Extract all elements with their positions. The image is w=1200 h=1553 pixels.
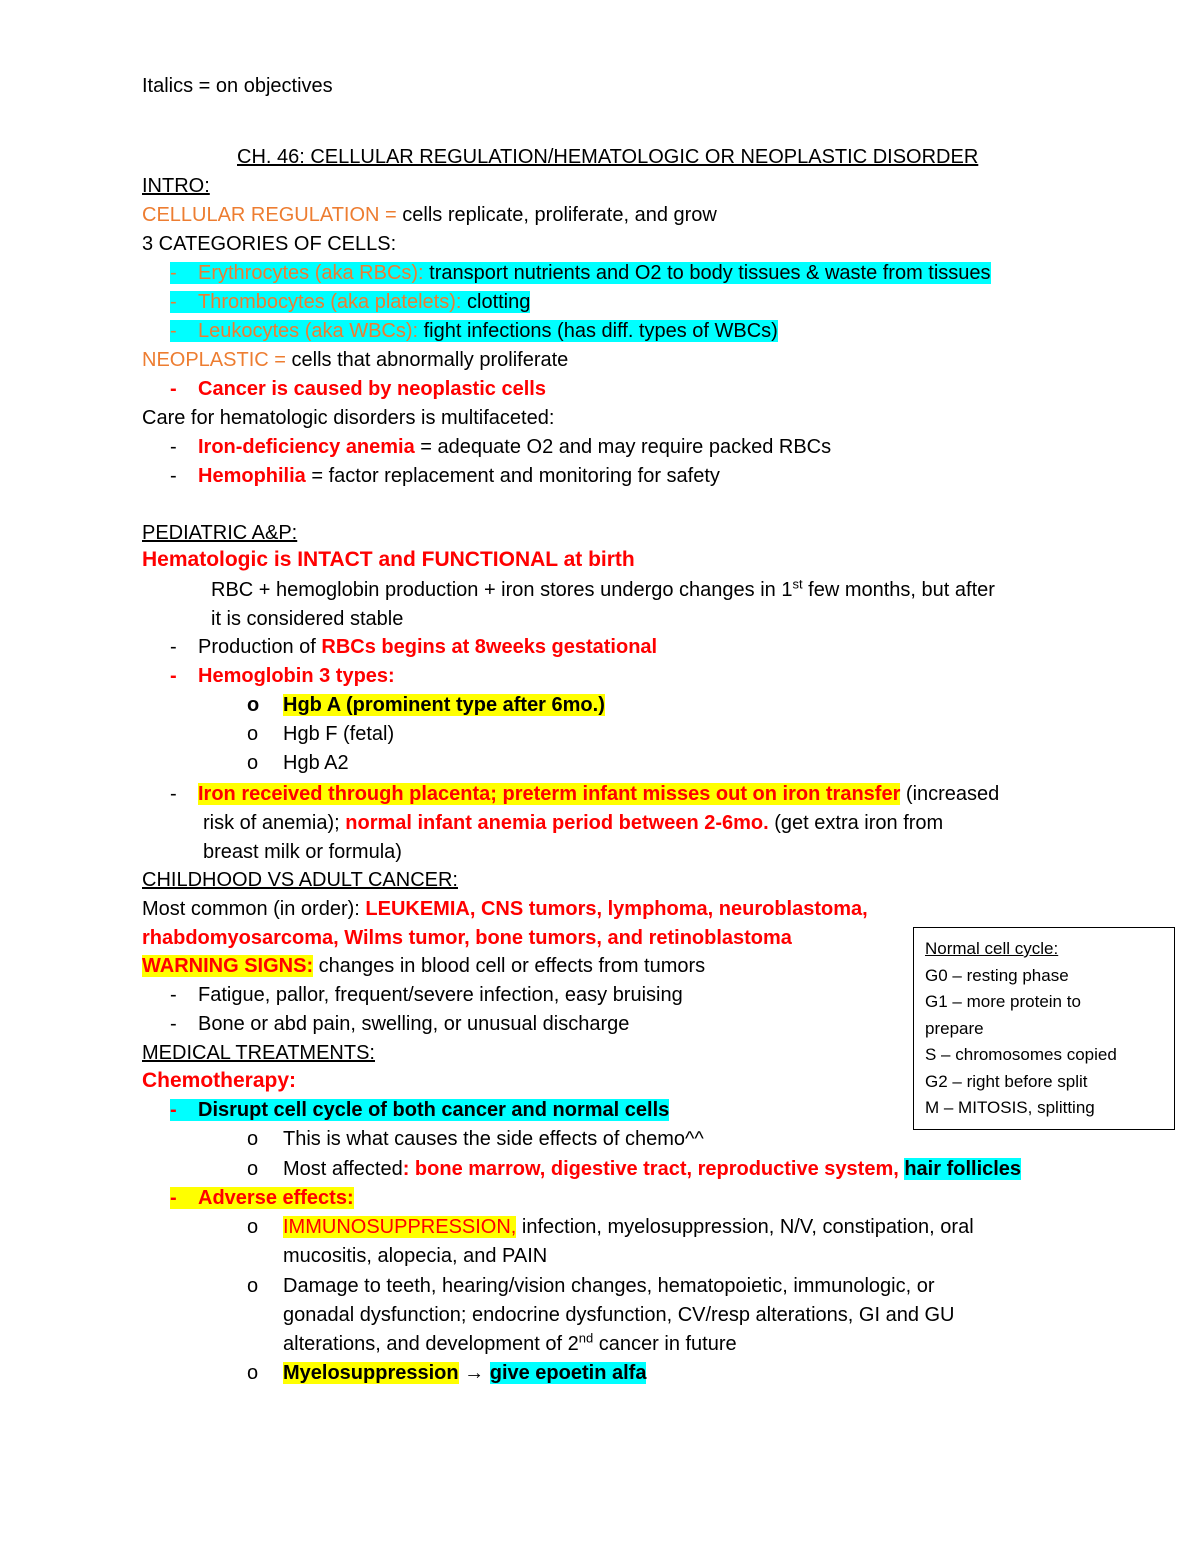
care-item-hemophilia <box>170 462 720 490</box>
nd-superscript: nd <box>578 1330 594 1346</box>
most-affected-list: : bone marrow, digestive tract, reproductive system, <box>402 1158 905 1180</box>
disrupt-text: Disrupt cell cycle of both cancer and normal cells <box>198 1099 670 1121</box>
iron-line-3: breast milk or formula) <box>203 841 402 863</box>
circle-bullet: o <box>247 1158 259 1180</box>
warning-def: changes in blood cell or effects from tumors <box>313 955 706 977</box>
most-common-line <box>142 895 868 923</box>
most-common-list-cont: rhabdomyosarcoma, Wilms tumor, bone tumors, and retinoblastoma <box>142 927 792 949</box>
hemoglobin-heading <box>170 662 395 690</box>
circle-bullet: o <box>247 1275 259 1297</box>
neoplastic-term: NEOPLASTIC = <box>142 349 292 371</box>
adverse-item-2 <box>247 1272 934 1300</box>
most-common-text: Most common (in order): <box>142 898 366 920</box>
circle-bullet: o <box>247 1216 259 1238</box>
warning-item-text: Fatigue, pallor, frequent/severe infection, easy bruising <box>198 984 683 1006</box>
cellular-regulation-term: CELLULAR REGULATION = <box>142 204 403 226</box>
cancer-heading: CHILDHOOD VS ADULT CANCER: <box>142 869 458 891</box>
production-highlight: RBCs begins at 8weeks gestational <box>321 636 658 658</box>
treatments-heading: MEDICAL TREATMENTS: <box>142 1042 375 1064</box>
dash-bullet: - <box>170 465 177 487</box>
neoplastic-line <box>142 346 568 374</box>
iron-highlight: Iron received through placenta; preterm infant misses out on iron transfer <box>198 783 901 805</box>
rbc-text-b: few months, but after <box>802 579 995 601</box>
rbc-stable-line: it is considered stable <box>211 608 404 630</box>
circle-bullet: o <box>247 1362 259 1384</box>
hgb-type-f <box>247 720 394 748</box>
dash-bullet: - <box>170 1013 177 1035</box>
rbc-text-a: RBC + hemoglobin production + iron stores undergo changes in 1 <box>211 579 793 601</box>
cell-cycle-box <box>913 927 1175 1130</box>
iron-text-b: risk of anemia); <box>203 812 346 834</box>
dash-bullet: - <box>170 262 177 284</box>
chemotherapy-heading: Chemotherapy: <box>142 1069 297 1092</box>
hgb-type-a <box>247 691 605 719</box>
most-common-list: LEUKEMIA, CNS tumors, lymphoma, neuroblastoma, <box>365 898 868 920</box>
dash-bullet: - <box>170 320 177 342</box>
iron-line-2 <box>203 809 943 837</box>
category-leukocytes <box>170 317 778 345</box>
adverse-item-1-cont: mucositis, alopecia, and PAIN <box>283 1245 548 1267</box>
cellular-regulation-def: cells replicate, proliferate, and grow <box>402 204 717 226</box>
cancer-text: Cancer is caused by neoplastic cells <box>198 378 546 400</box>
category-def: fight infections (has diff. types of WBCs) <box>423 320 778 342</box>
hair-follicles: hair follicles <box>904 1158 1022 1180</box>
neoplastic-def: cells that abnormally proliferate <box>291 349 569 371</box>
warning-term: WARNING SIGNS: <box>142 955 314 977</box>
dash-bullet: - <box>170 665 177 687</box>
hgb-type-text: Hgb A2 <box>283 752 349 774</box>
cell-cycle-phase: M – MITOSIS, splitting <box>925 1098 1095 1117</box>
cancer-line <box>170 375 546 403</box>
production-text: Production of <box>198 636 322 658</box>
most-affected-line <box>247 1155 1021 1183</box>
rbc-production-line <box>211 576 995 604</box>
care-term: Hemophilia <box>198 465 306 487</box>
cell-cycle-phase: prepare <box>925 1018 984 1038</box>
disrupt-line <box>170 1096 669 1124</box>
care-def: = adequate O2 and may require packed RBCs <box>414 436 832 458</box>
iron-text-d: (get extra iron from <box>768 812 944 834</box>
side-effects-text: This is what causes the side effects of chemo^^ <box>283 1128 704 1150</box>
category-thrombocytes <box>170 288 530 316</box>
adverse-item-2-cont: gonadal dysfunction; endocrine dysfunction, CV/resp alterations, GI and GU <box>283 1304 955 1326</box>
intro-heading: INTRO: <box>142 175 210 197</box>
hgb-type-text: Hgb F (fetal) <box>283 723 395 745</box>
care-item-iron-deficiency <box>170 433 831 461</box>
category-def: clotting <box>467 291 531 313</box>
category-erythrocytes <box>170 259 991 287</box>
page-title: CH. 46: CELLULAR REGULATION/HEMATOLOGIC OR NEOPLASTIC DISORDER <box>237 146 979 168</box>
hemoglobin-heading-text: Hemoglobin 3 types: <box>198 665 395 687</box>
pediatric-heading: PEDIATRIC A&P: <box>142 522 298 544</box>
hematologic-intact-line: Hematologic is INTACT and FUNCTIONAL at birth <box>142 548 635 571</box>
immunosuppression: IMMUNOSUPPRESSION, <box>283 1216 517 1238</box>
warning-signs-line <box>142 952 705 980</box>
cell-cycle-heading: Normal cell cycle: <box>925 939 1059 958</box>
rbc-superscript: st <box>792 576 803 592</box>
circle-bullet: o <box>247 1128 259 1150</box>
warning-item <box>170 981 683 1009</box>
circle-bullet: o <box>247 752 259 774</box>
iron-line-1 <box>170 780 999 808</box>
myelosuppression: Myelosuppression <box>283 1362 459 1384</box>
myelosuppression-line <box>247 1359 646 1387</box>
dash-bullet: - <box>170 636 177 658</box>
hgb-type-text: Hgb A (prominent type after 6mo.) <box>283 694 605 716</box>
care-def: = factor replacement and monitoring for safety <box>305 465 720 487</box>
adverse-effects-heading <box>170 1184 354 1212</box>
italics-note: Italics = on objectives <box>142 75 333 97</box>
circle-bullet: o <box>247 723 259 745</box>
cell-cycle-phase: S – chromosomes copied <box>925 1045 1117 1064</box>
category-def: transport nutrients and O2 to body tissues & waste from tissues <box>429 262 991 284</box>
adverse-text: Damage to teeth, hearing/vision changes, hematopoietic, immunologic, or <box>283 1275 935 1297</box>
dash-bullet: - <box>170 436 177 458</box>
adverse-heading-text: Adverse effects: <box>198 1187 354 1209</box>
care-term: Iron-deficiency anemia <box>198 436 415 458</box>
iron-text-c: normal infant anemia period between 2-6mo. <box>345 812 769 834</box>
side-effects-line <box>247 1125 704 1153</box>
categories-heading: 3 CATEGORIES OF CELLS: <box>142 233 397 255</box>
dash-bullet: - <box>170 783 177 805</box>
dash-bullet: - <box>170 291 177 313</box>
cellular-regulation-line <box>142 201 717 229</box>
warning-item-text: Bone or abd pain, swelling, or unusual discharge <box>198 1013 630 1035</box>
adverse-item-1 <box>247 1213 974 1241</box>
cell-cycle-phase: G2 – right before split <box>925 1071 1088 1091</box>
category-term: Erythrocytes (aka RBCs): <box>198 262 430 284</box>
right-arrow-icon: → <box>458 1362 490 1384</box>
care-heading: Care for hematologic disorders is multifaceted: <box>142 407 555 429</box>
dash-bullet: - <box>170 1099 177 1121</box>
cell-cycle-phase: G0 – resting phase <box>925 965 1069 985</box>
dash-bullet: - <box>170 984 177 1006</box>
adverse-text: alterations, and development of 2 <box>283 1333 579 1355</box>
adverse-item-2-cont2 <box>283 1330 737 1358</box>
epoetin-alfa: give epoetin alfa <box>489 1362 647 1384</box>
warning-item <box>170 1010 629 1038</box>
adverse-text: infection, myelosuppression, N/V, constipation, oral <box>516 1216 974 1238</box>
adverse-text: cancer in future <box>593 1333 737 1355</box>
cell-cycle-phase: G1 – more protein to <box>925 992 1081 1011</box>
dash-bullet: - <box>170 378 177 400</box>
dash-bullet: - <box>170 1187 177 1209</box>
category-term: Leukocytes (aka WBCs): <box>198 320 424 342</box>
most-affected-text: Most affected <box>283 1158 403 1180</box>
iron-text-a: (increased <box>900 783 1000 805</box>
production-line <box>170 633 657 661</box>
hgb-type-a2 <box>247 749 349 777</box>
circle-bullet: o <box>247 694 260 716</box>
category-term: Thrombocytes (aka platelets): <box>198 291 467 313</box>
